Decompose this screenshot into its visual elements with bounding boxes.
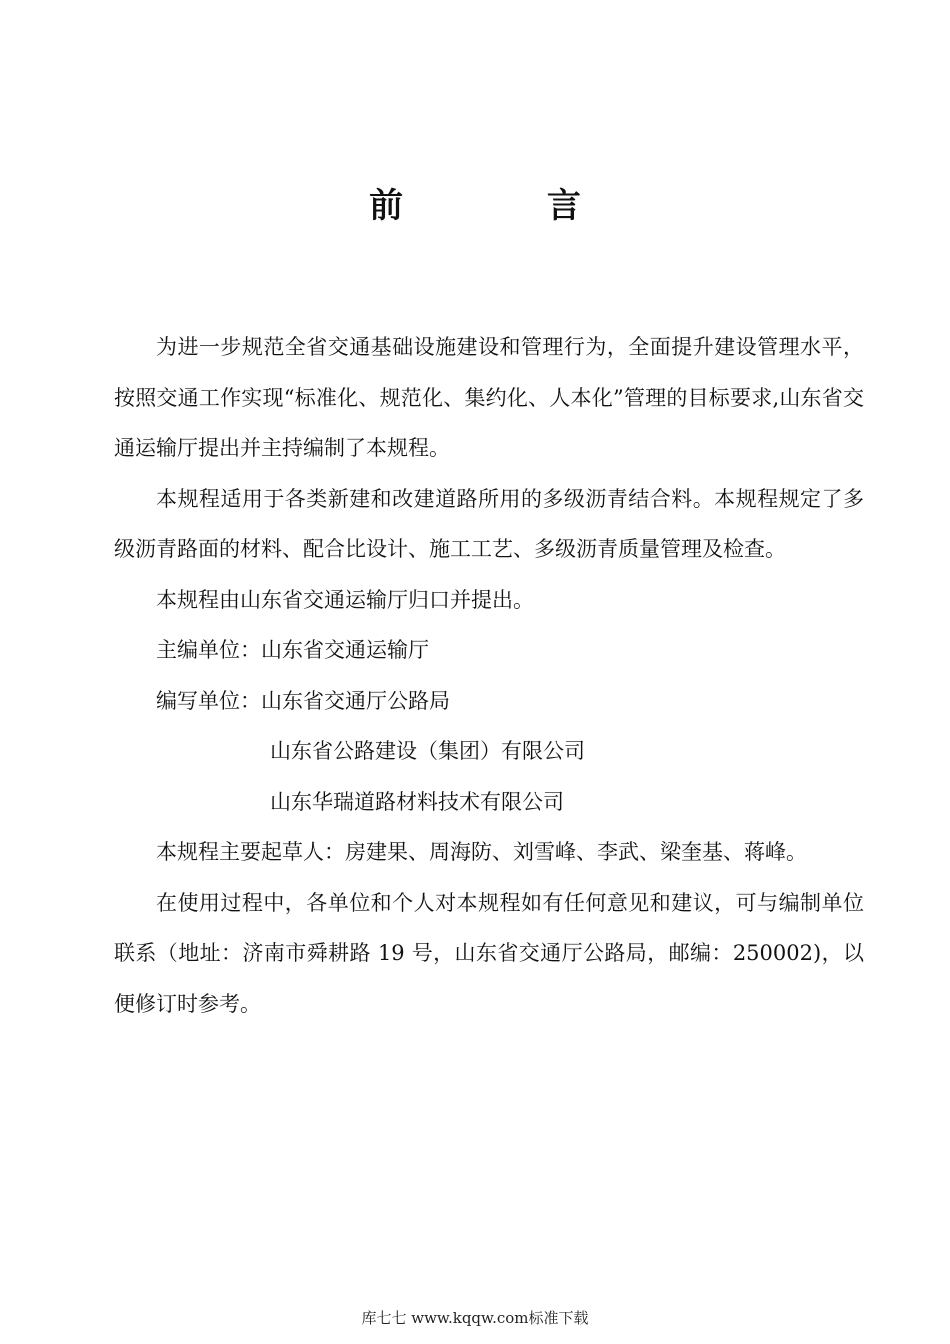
authority-line: 本规程由山东省交通运输厅归口并提出。 <box>156 587 534 612</box>
page-title: 前 言 <box>369 186 647 226</box>
scope-paragraph: 本规程适用于各类新建和改建道路所用的多级沥青结合料。本规程规定了多级沥青路面的材料、配合比设计、施工工艺、多级沥青质量管理及检查。 <box>114 486 864 561</box>
document-body <box>114 322 864 1029</box>
writing-unit-line: 编写单位：山东省交通厅公路局 <box>156 688 450 713</box>
writing-unit-line: 山东华瑞道路材料技术有限公司 <box>270 789 564 814</box>
chief-unit-line: 主编单位：山东省交通运输厅 <box>156 638 429 662</box>
intro-paragraph: 为进一步规范全省交通基础设施建设和管理行为，全面提升建设管理水平，按照交通工作实现“标准化、规范化、集约化、人本化”管理的目标要求,山东省交通运输厅提出并主持编制了本规程。 <box>114 335 864 460</box>
writing-unit-line: 山东省公路建设（集团）有限公司 <box>270 739 585 763</box>
footer-watermark: 库七七 www.kqqw.com标准下载 <box>361 1309 589 1327</box>
feedback-paragraph: 在使用过程中，各单位和个人对本规程如有任何意见和建议，可与编制单位联系（地址：济南市舜耕路 19 号，山东省交通厅公路局，邮编：250002)，以便修订时参考。 <box>114 890 864 1016</box>
drafters-line: 本规程主要起草人：房建果、周海防、刘雪峰、李武、梁奎基、蒋峰。 <box>156 840 807 864</box>
